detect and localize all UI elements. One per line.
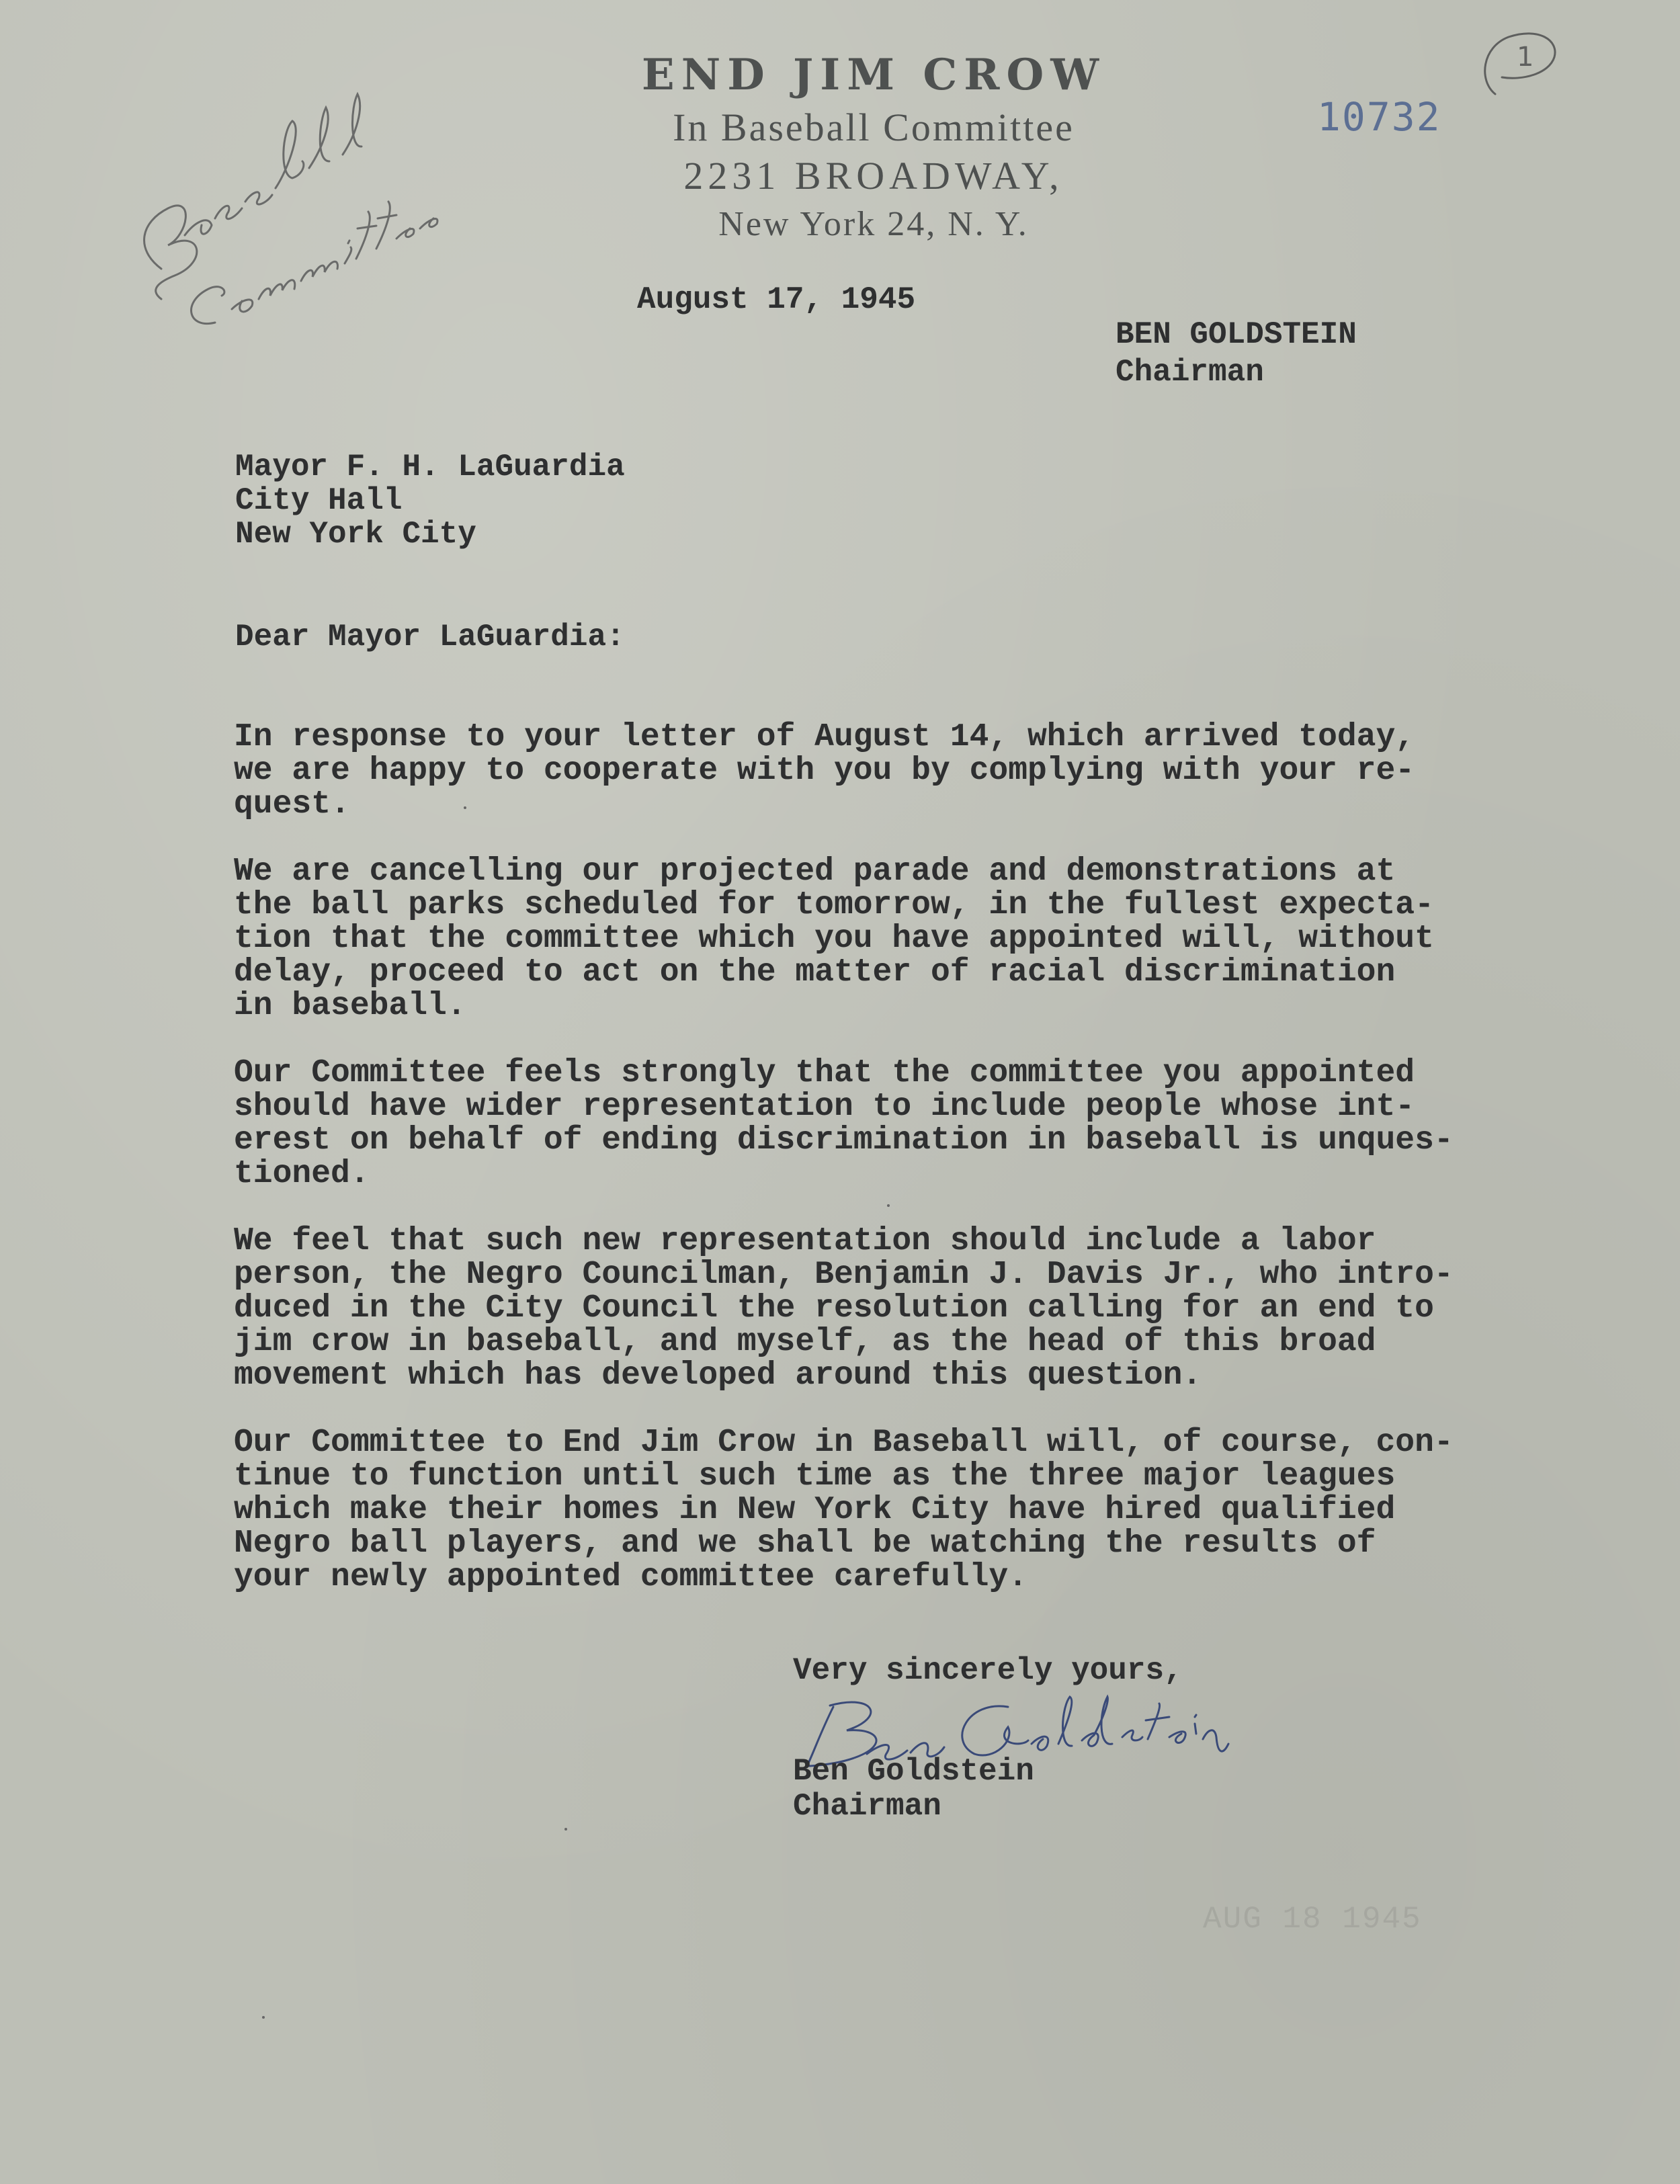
sender-name: BEN GOLDSTEIN bbox=[1116, 317, 1357, 352]
closing: Very sincerely yours, bbox=[793, 1653, 1183, 1688]
recipient-line-3: New York City bbox=[235, 517, 476, 552]
handwritten-note-baseball-committee bbox=[121, 67, 497, 376]
signer-title: Chairman bbox=[793, 1789, 941, 1824]
letterhead bbox=[538, 47, 1210, 249]
letterhead-street: 2231 BROADWAY, bbox=[683, 154, 1064, 198]
paper-speck bbox=[262, 2016, 265, 2019]
signer-block bbox=[793, 1754, 1034, 1824]
recipient-line-2: City Hall bbox=[235, 483, 403, 518]
file-circle-number: 1 bbox=[1517, 42, 1534, 73]
paragraph-2: We are cancelling our projected parade and demonstrations at the ball parks scheduled for tomorrow, in the fullest expecta- tion that the committee which you have appointed will, without delay, proceed to act on the matter of racial discrimination in baseball. bbox=[234, 853, 1434, 1024]
paragraph-1: In response to your letter of August 14, which arrived today, we are happy to cooperate with you by complying with your re- quest. bbox=[234, 719, 1415, 823]
signer-name: Ben Goldstein bbox=[793, 1754, 1034, 1789]
recipient-line-1: Mayor F. H. LaGuardia bbox=[235, 450, 625, 485]
sender-title: Chairman bbox=[1116, 355, 1264, 390]
paper-speck bbox=[564, 1828, 567, 1831]
sender-block bbox=[1116, 316, 1357, 391]
paragraph-3: Our Committee feels strongly that the committee you appointed should have wider representation to include people whose int- erest on behalf of ending discrimination in baseball is unques- tioned. bbox=[234, 1055, 1454, 1192]
letter-body bbox=[234, 720, 1511, 1628]
letterhead-city: New York 24, N. Y. bbox=[718, 205, 1029, 243]
paper-speck bbox=[887, 1204, 890, 1207]
letterhead-subtitle: In Baseball Committee bbox=[673, 106, 1075, 149]
file-number-stamp: 10732 bbox=[1317, 94, 1441, 140]
received-date-stamp: AUG 18 1945 bbox=[1203, 1902, 1422, 1937]
file-circle-mark bbox=[1475, 27, 1562, 101]
paper-speck bbox=[464, 806, 466, 809]
letterhead-organization: END JIM CROW bbox=[641, 50, 1106, 100]
letter-date: August 17, 1945 bbox=[637, 282, 916, 317]
paragraph-4: We feel that such new representation should include a labor person, the Negro Councilman, Benjamin J. Davis Jr., who intro- duced in the City Council the resolution calling for an end to jim crow in baseball, and myself, as the head of this broad movement which has developed around this question. bbox=[234, 1223, 1454, 1394]
salutation: Dear Mayor LaGuardia: bbox=[235, 620, 625, 655]
recipient-address bbox=[235, 450, 625, 551]
paragraph-5: Our Committee to End Jim Crow in Baseball will, of course, con- tinue to function until such time as the three major leagues which make their homes in New York City have hired qualified Negro ball players, and we shall be watching the results of your newly appointed committee carefully. bbox=[234, 1425, 1454, 1595]
